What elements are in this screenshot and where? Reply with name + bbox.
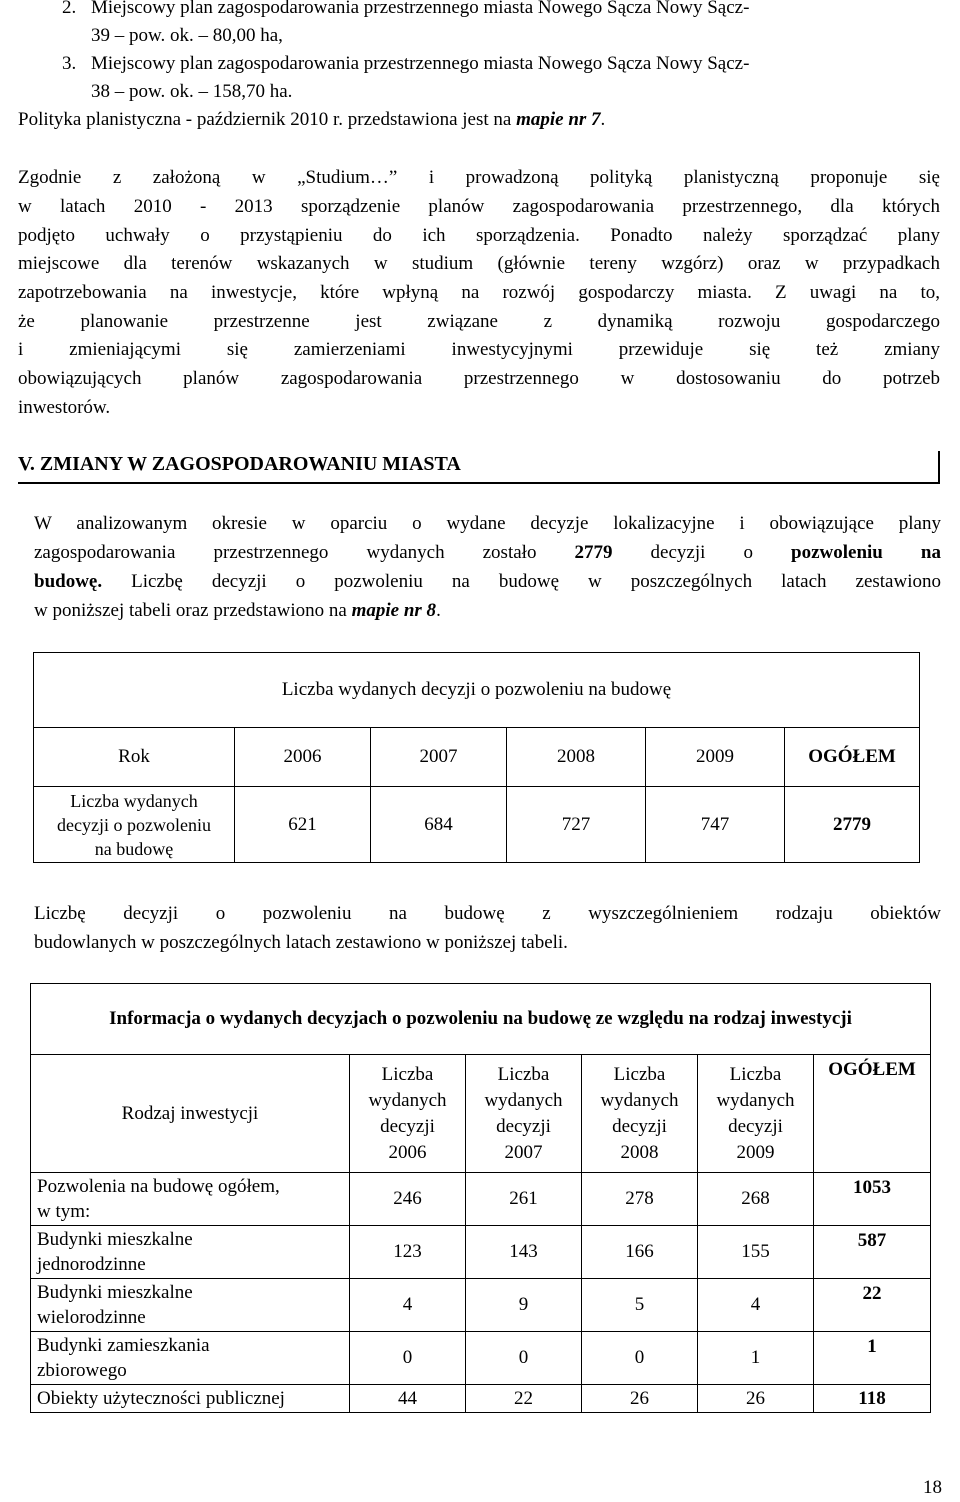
page-number: 18 (923, 1477, 942, 1498)
table2-row-label: Budynki mieszkalne jednorodzinne (31, 1226, 350, 1279)
table2-value: 44 (350, 1385, 466, 1413)
table-row (31, 1173, 931, 1226)
table-row (31, 1385, 931, 1413)
table2-value: 246 (350, 1173, 466, 1226)
map-reference: mapie nr 7 (516, 109, 601, 130)
list-item-2-line2: 39 – pow. ok. – 80,00 ha, (91, 25, 283, 46)
table2-value: 123 (350, 1226, 466, 1279)
table2-row-label: Pozwolenia na budowę ogółem, w tym: (31, 1173, 350, 1226)
paragraph-1-line: obowiązujących planów zagospodarowania przestrzennego w dostosowaniu do potrzeb (18, 368, 940, 389)
paragraph-3-line2: budowlanych w poszczególnych latach zestawiono w poniższej tabeli. (34, 932, 568, 953)
table1-header-cell: 2009 (646, 728, 785, 787)
table2-value: 5 (582, 1279, 698, 1332)
table2-value: 268 (698, 1173, 814, 1226)
table2-total: 1 (814, 1332, 931, 1385)
paragraph-1-line: miejscowe dla terenów wskazanych w studium (głównie tereny wzgórz) oraz w przypadkach (18, 253, 940, 274)
table-row (31, 1279, 931, 1332)
table2-row-label: Obiekty użyteczności publicznej (31, 1385, 350, 1413)
list-item-3-line2: 38 – pow. ok. – 158,70 ha. (91, 81, 293, 102)
table2-col-header-2008: Liczba wydanych decyzji 2008 (582, 1055, 698, 1173)
table2-col-header-2006: Liczba wydanych decyzji 2006 (350, 1055, 466, 1173)
table1-header-cell: 2007 (371, 728, 507, 787)
table2-value: 278 (582, 1173, 698, 1226)
table2-total: 22 (814, 1279, 931, 1332)
list-item-3-number: 3. (62, 53, 77, 74)
table2-value: 9 (466, 1279, 582, 1332)
table-row (31, 1332, 931, 1385)
paragraph-1-line: podjęto uchwały o przystąpieniu do ich sporządzenia. Ponadto należy sporządzać plany (18, 225, 940, 246)
table1-title: Liczba wydanych decyzji o pozwoleniu na budowę (34, 653, 920, 728)
table2-value: 26 (698, 1385, 814, 1413)
paragraph-3-line1: Liczbę decyzji o pozwoleniu na budowę z wyszczególnieniem rodzaju obiektów (34, 903, 941, 924)
table2-col-header-2009: Liczba wydanych decyzji 2009 (698, 1055, 814, 1173)
table1-header-cell: 2006 (235, 728, 371, 787)
table2-value: 22 (466, 1385, 582, 1413)
table2-value: 0 (350, 1332, 466, 1385)
table2-value: 166 (582, 1226, 698, 1279)
paragraph-1-line: inwestorów. (18, 397, 111, 418)
permits-per-year-table (33, 652, 920, 863)
table1-value: 621 (235, 787, 371, 863)
table2-col-header-total: OGÓŁEM (814, 1055, 931, 1173)
permits-by-investment-type-table (30, 983, 931, 1413)
table1-row-label: Liczba wydanych decyzji o pozwoleniu na budowę (34, 787, 235, 863)
table2-row-label: Budynki zamieszkania zbiorowego (31, 1332, 350, 1385)
table2-value: 26 (582, 1385, 698, 1413)
table2-row-label: Budynki mieszkalne wielorodzinne (31, 1279, 350, 1332)
table2-value: 155 (698, 1226, 814, 1279)
paragraph-2-line1: W analizowanym okresie w oparciu o wydane decyzje lokalizacyjne i obowiązujące plany (34, 513, 941, 534)
table2-total: 587 (814, 1226, 931, 1279)
paragraph-2-line2: zagospodarowania przestrzennego wydanych zostało 2779 decyzji o pozwoleniu na (34, 542, 941, 563)
table1-value: 747 (646, 787, 785, 863)
table1-value: 727 (507, 787, 646, 863)
section-heading-text: V. ZMIANY W ZAGOSPODAROWANIU MIASTA (18, 453, 461, 475)
table2-value: 261 (466, 1173, 582, 1226)
table2-value: 4 (350, 1279, 466, 1332)
paragraph-2-line3: budowę. Liczbę decyzji o pozwoleniu na budowę w poszczególnych latach zestawiono (34, 571, 941, 592)
table2-value: 1 (698, 1332, 814, 1385)
table1-header-cell: Rok (34, 728, 235, 787)
table2-col-header-2007: Liczba wydanych decyzji 2007 (466, 1055, 582, 1173)
paragraph-1-line: i zmieniającymi się zamierzeniami inwestycyjnymi przewiduje się też zmiany (18, 339, 940, 360)
table-row (31, 1226, 931, 1279)
table2-value: 0 (466, 1332, 582, 1385)
table2-total: 1053 (814, 1173, 931, 1226)
table2-title: Informacja o wydanych decyzjach o pozwoleniu na budowę ze względu na rodzaj inwestycji (31, 984, 931, 1055)
section-heading (18, 451, 940, 484)
table1-header-cell: OGÓŁEM (785, 728, 920, 787)
list-item-2-line1: Miejscowy plan zagospodarowania przestrzennego miasta Nowego Sącza Nowy Sącz- (91, 0, 750, 18)
table2-col-header-type: Rodzaj inwestycji (31, 1055, 350, 1173)
paragraph-1-line: zapotrzebowania na inwestycje, które wpłyną na rozwój gospodarczy miasta. Z uwagi na to, (18, 282, 940, 303)
paragraph-1-line: Zgodnie z założoną w „Studium…” i prowadzoną polityką planistyczną proponuje się (18, 167, 940, 188)
paragraph-2-line4: w poniższej tabeli oraz przedstawiono na mapie nr 8. (34, 600, 441, 621)
table2-value: 4 (698, 1279, 814, 1332)
list-item-3-line1: Miejscowy plan zagospodarowania przestrzennego miasta Nowego Sącza Nowy Sącz- (91, 53, 750, 74)
table1-total: 2779 (785, 787, 920, 863)
table1-value: 684 (371, 787, 507, 863)
table1-header-cell: 2008 (507, 728, 646, 787)
paragraph-1-line: w latach 2010 - 2013 sporządzenie planów zagospodarowania przestrzennego, dla których (18, 196, 940, 217)
table2-value: 143 (466, 1226, 582, 1279)
list-item-2-number: 2. (62, 0, 77, 18)
paragraph-1-line: że planowanie przestrzenne jest związane z dynamiką rozwoju gospodarczego (18, 311, 940, 332)
table2-total: 118 (814, 1385, 931, 1413)
policy-line: Polityka planistyczna - październik 2010 r. przedstawiona jest na mapie nr 7. (18, 109, 606, 130)
table2-value: 0 (582, 1332, 698, 1385)
map-reference: mapie nr 8 (351, 600, 437, 621)
